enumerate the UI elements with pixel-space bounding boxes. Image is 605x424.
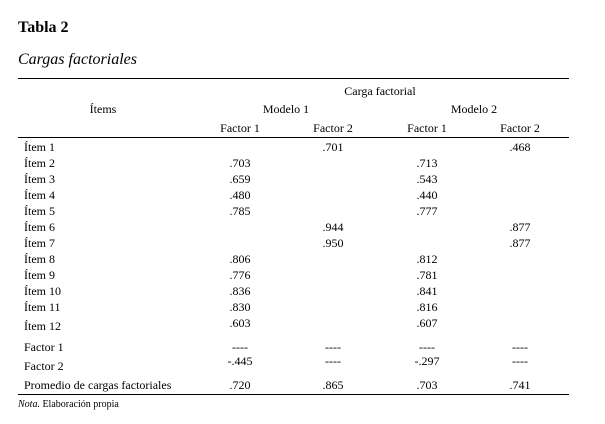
row-label: Ítem 7 (24, 236, 55, 250)
table-cell: -.445 (227, 354, 253, 368)
row-label: Ítem 9 (24, 268, 55, 282)
row-label: Factor 2 (24, 359, 64, 373)
row-label: Promedio de cargas factoriales (24, 378, 172, 392)
table-cell: .877 (509, 220, 531, 234)
table-cell: ---- (325, 354, 341, 368)
top-rule (18, 78, 569, 79)
row-label: Factor 1 (24, 340, 64, 354)
table-number: Tabla 2 (18, 19, 69, 36)
row-label: Ítem 5 (24, 204, 55, 218)
table-cell: .806 (229, 252, 251, 266)
table-cell: .830 (229, 300, 251, 314)
table-cell: -.297 (414, 354, 440, 368)
table-note (18, 398, 119, 411)
table-cell: .816 (416, 300, 438, 314)
row-label: Ítem 4 (24, 188, 55, 202)
row-label: Ítem 12 (24, 319, 61, 333)
table-cell: .841 (416, 284, 438, 298)
column-header-m2-factor-1: Factor 1 (407, 121, 447, 135)
note-text: Elaboración propia (39, 399, 119, 410)
row-label: Ítem 6 (24, 220, 55, 234)
table-cell: .703 (229, 156, 251, 170)
column-header-model-1: Modelo 1 (262, 102, 310, 116)
table-cell: .720 (229, 378, 251, 392)
column-header-m1-factor-2: Factor 2 (313, 121, 353, 135)
table-cell: ---- (325, 340, 341, 354)
table-cell: .659 (229, 172, 251, 186)
column-header-items: Ítems (89, 102, 117, 116)
header-rule (18, 137, 569, 138)
table-cell: .776 (229, 268, 251, 282)
row-label: Ítem 10 (24, 284, 61, 298)
column-header-m2-factor-2: Factor 2 (500, 121, 540, 135)
table-cell: .603 (229, 316, 251, 330)
column-header-model-2: Modelo 2 (450, 102, 498, 116)
table-cell: .440 (416, 188, 438, 202)
table-cell: .865 (322, 378, 344, 392)
column-header-m1-factor-1: Factor 1 (220, 121, 260, 135)
table-cell: ---- (512, 354, 528, 368)
table-cell: .836 (229, 284, 251, 298)
table-cell: .607 (416, 316, 438, 330)
table-cell: .741 (509, 378, 531, 392)
table-cell: ---- (512, 340, 528, 354)
table-cell: .701 (322, 140, 344, 154)
table-cell: .950 (322, 236, 344, 250)
table-cell: .480 (229, 188, 251, 202)
table-title: Cargas factoriales (18, 51, 137, 68)
table-cell: .543 (416, 172, 438, 186)
table-cell: .812 (416, 252, 438, 266)
table-cell: .777 (416, 204, 438, 218)
row-label: Ítem 1 (24, 140, 55, 154)
table-cell: .713 (416, 156, 438, 170)
row-label: Ítem 3 (24, 172, 55, 186)
table-cell: ---- (419, 340, 435, 354)
table-cell: .781 (416, 268, 438, 282)
table-cell: .468 (509, 140, 531, 154)
table-cell: .703 (416, 378, 438, 392)
table-cell: ---- (232, 340, 248, 354)
table-cell: .785 (229, 204, 251, 218)
table-cell: .877 (509, 236, 531, 250)
row-label: Ítem 2 (24, 156, 55, 170)
column-header-group: Carga factorial (344, 84, 416, 98)
table-cell: .944 (322, 220, 344, 234)
row-label: Ítem 11 (24, 300, 61, 314)
bottom-rule (18, 394, 569, 395)
note-label: Nota. (18, 399, 40, 410)
row-label: Ítem 8 (24, 252, 55, 266)
